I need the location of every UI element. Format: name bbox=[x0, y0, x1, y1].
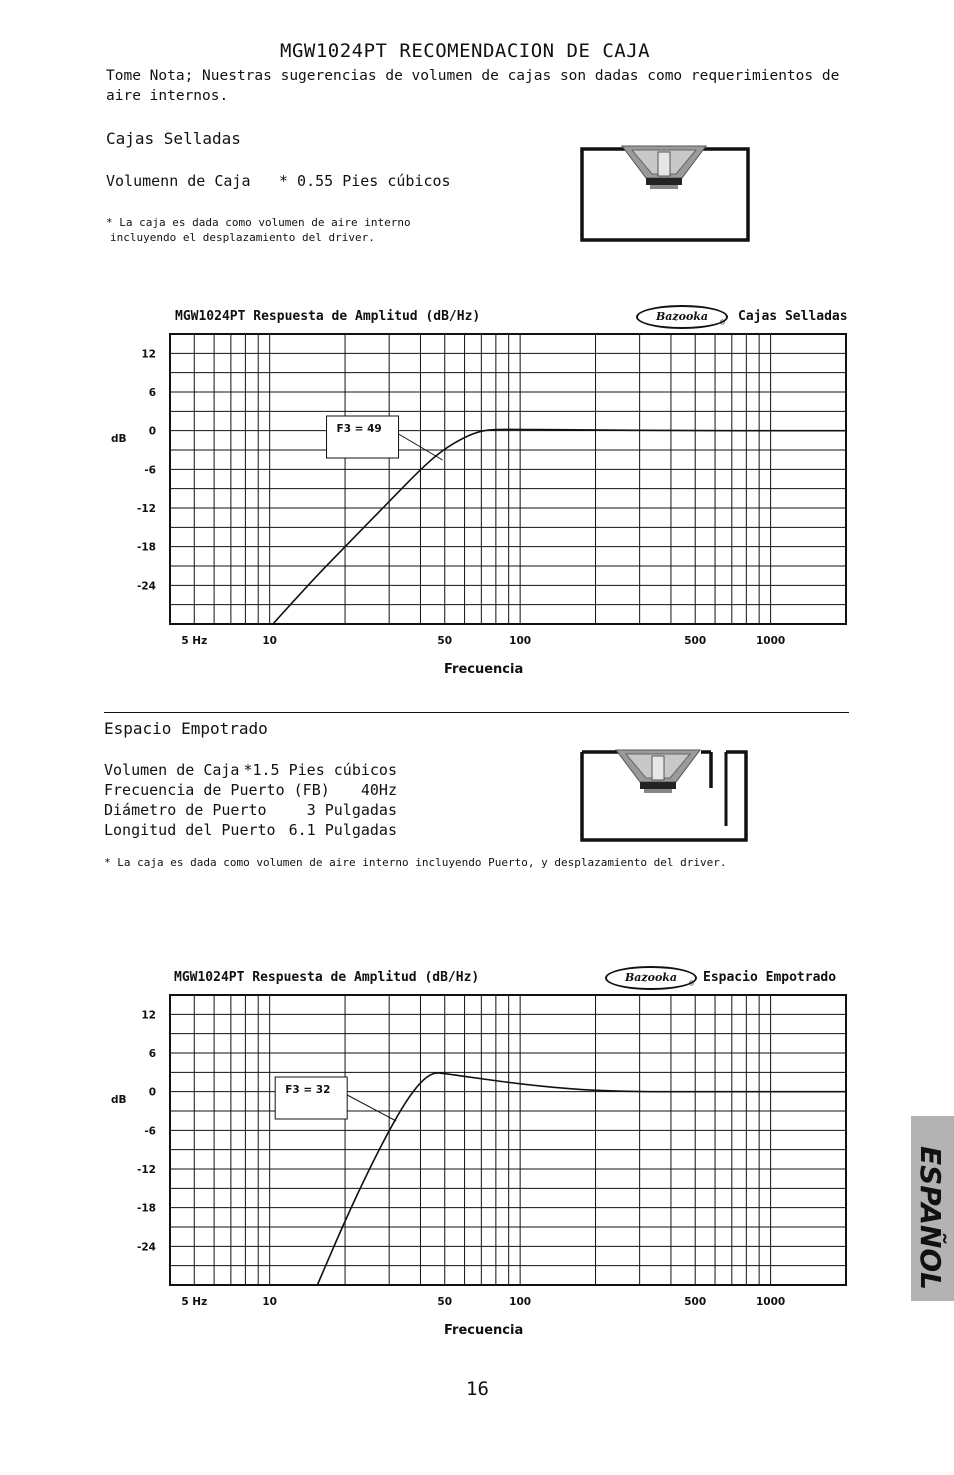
y-tick-label: 6 bbox=[148, 387, 156, 399]
chart2-xlabel: Frecuencia bbox=[444, 1323, 524, 1338]
y-tick-label: 0 bbox=[148, 425, 156, 438]
chart2-ylabel: dB bbox=[111, 1094, 127, 1106]
section-divider bbox=[104, 712, 849, 713]
speaker-driver-icon bbox=[616, 750, 700, 793]
y-tick-label: -12 bbox=[137, 1164, 156, 1176]
x-tick-label: 50 bbox=[437, 635, 453, 647]
y-tick-label: 0 bbox=[148, 1086, 156, 1099]
ported-heading: Espacio Empotrado bbox=[104, 719, 268, 738]
language-tab-label: ESPAÑOL bbox=[914, 1146, 947, 1290]
sealed-enclosure-diagram bbox=[578, 142, 756, 246]
spec-value-port-diameter: 3 Pulgadas bbox=[306, 801, 397, 819]
chart1-subtitle: Cajas Selladas bbox=[738, 309, 848, 324]
sealed-footnote bbox=[106, 215, 411, 245]
y-tick-label: -24 bbox=[137, 1241, 156, 1254]
x-tick-label: 1000 bbox=[755, 1296, 786, 1308]
bazooka-logo bbox=[636, 305, 728, 329]
x-tick-label: 10 bbox=[262, 635, 277, 647]
x-tick-label: 100 bbox=[509, 1296, 532, 1308]
registered-mark: ® bbox=[720, 318, 725, 327]
x-tick-label: 5 Hz bbox=[181, 1296, 208, 1308]
spec-label-port-diameter: Diámetro de Puerto bbox=[104, 801, 267, 819]
y-tick-label: -6 bbox=[144, 464, 156, 477]
ported-footnote: * La caja es dada como volumen de aire interno incluyendo Puerto, y desplazamiento del driver. bbox=[104, 856, 727, 869]
spec-value-port-frequency: 40Hz bbox=[360, 781, 397, 799]
y-tick-label: -24 bbox=[137, 580, 156, 593]
chart1-ylabel: dB bbox=[111, 433, 127, 445]
spec-label-port-length: Longitud del Puerto bbox=[104, 821, 276, 839]
chart-grid bbox=[170, 334, 846, 624]
sealed-footnote-line-2: incluyendo el desplazamiento del driver. bbox=[110, 231, 375, 244]
sealed-heading: Cajas Selladas bbox=[106, 129, 241, 148]
port-tube-walls bbox=[711, 752, 726, 826]
bazooka-logo-text-2: Bazooka bbox=[624, 971, 678, 984]
bazooka-logo-text: Bazooka bbox=[655, 310, 709, 323]
language-tab bbox=[911, 1116, 954, 1301]
spec-label-port-frequency: Frecuencia de Puerto (FB) bbox=[104, 781, 330, 799]
bazooka-logo-2 bbox=[605, 966, 697, 990]
y-tick-label: -18 bbox=[137, 1202, 156, 1215]
page-number: 16 bbox=[466, 1378, 489, 1400]
note-line-1: Tome Nota; Nuestras sugerencias de volumen de cajas son dadas como requerimientos de bbox=[106, 68, 840, 84]
chart-grid bbox=[170, 995, 846, 1285]
chart2-ported-response bbox=[120, 991, 860, 1311]
plot-frame bbox=[170, 995, 846, 1285]
response-curve bbox=[317, 1073, 846, 1285]
x-tick-label: 1000 bbox=[755, 635, 786, 647]
spec-value-volume: *1.5 Pies cúbicos bbox=[243, 761, 397, 779]
chart1-sealed-response bbox=[120, 330, 860, 650]
y-tick-label: 12 bbox=[141, 1009, 156, 1022]
y-tick-label: 6 bbox=[148, 1048, 156, 1060]
chart1-title: MGW1024PT Respuesta de Amplitud (dB/Hz) bbox=[175, 309, 481, 324]
y-tick-label: -18 bbox=[137, 541, 156, 554]
plot-frame bbox=[170, 334, 846, 624]
x-tick-label: 5 Hz bbox=[181, 635, 208, 647]
sealed-volume-value: * 0.55 Pies cúbicos bbox=[279, 172, 451, 190]
x-tick-label: 100 bbox=[509, 635, 532, 647]
x-tick-label: 500 bbox=[684, 635, 707, 647]
page-title: MGW1024PT RECOMENDACION DE CAJA bbox=[280, 40, 651, 62]
f3-annotation-text: F3 = 32 bbox=[285, 1084, 331, 1096]
spec-label-volume: Volumen de Caja bbox=[104, 761, 240, 779]
y-tick-label: -6 bbox=[144, 1125, 156, 1138]
sealed-footnote-line-1: * La caja es dada como volumen de aire interno bbox=[106, 216, 411, 229]
y-tick-label: 12 bbox=[141, 348, 156, 361]
sealed-volume-label: Volumenn de Caja bbox=[106, 172, 251, 190]
ported-enclosure-diagram bbox=[576, 746, 756, 846]
ported-spec-values bbox=[240, 760, 397, 840]
note-text bbox=[106, 66, 866, 106]
chart1-xlabel: Frecuencia bbox=[444, 662, 524, 677]
y-tick-label: -12 bbox=[137, 503, 156, 515]
f3-annotation-text: F3 = 49 bbox=[336, 423, 382, 435]
chart2-title: MGW1024PT Respuesta de Amplitud (dB/Hz) bbox=[174, 970, 480, 985]
spec-value-port-length: 6.1 Pulgadas bbox=[288, 821, 397, 839]
note-line-2: aire internos. bbox=[106, 88, 229, 104]
x-tick-label: 500 bbox=[684, 1296, 707, 1308]
x-tick-label: 50 bbox=[437, 1296, 453, 1308]
response-curve bbox=[273, 429, 846, 624]
chart2-subtitle: Espacio Empotrado bbox=[703, 970, 837, 985]
x-tick-label: 10 bbox=[262, 1296, 277, 1308]
registered-mark-2: ® bbox=[689, 979, 694, 988]
